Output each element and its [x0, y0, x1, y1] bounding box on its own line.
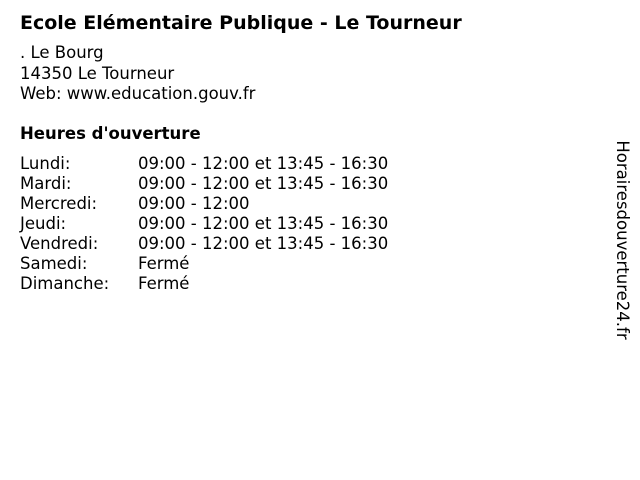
day-label: Mercredi:: [20, 194, 98, 213]
time-value: 09:00 - 12:00: [138, 194, 250, 213]
site-watermark: Horairesdouverture24.fr: [613, 140, 632, 340]
time-value: 09:00 - 12:00 et 13:45 - 16:30: [138, 174, 389, 193]
time-value: 09:00 - 12:00 et 13:45 - 16:30: [138, 214, 389, 233]
address-city: 14350 Le Tourneur: [20, 63, 175, 83]
time-value: Fermé: [138, 274, 190, 293]
day-label: Mardi:: [20, 174, 72, 193]
time-value: 09:00 - 12:00 et 13:45 - 16:30: [138, 154, 389, 173]
day-label: Dimanche:: [20, 274, 110, 293]
hours-heading: Heures d'ouverture: [20, 124, 201, 143]
page-title: Ecole Elémentaire Publique - Le Tourneur: [20, 12, 462, 34]
time-value: 09:00 - 12:00 et 13:45 - 16:30: [138, 234, 389, 253]
time-value: Fermé: [138, 254, 190, 273]
address-web: Web: www.education.gouv.fr: [20, 84, 256, 103]
day-label: Jeudi:: [20, 214, 67, 233]
day-label: Lundi:: [20, 154, 71, 173]
address-block: [20, 43, 255, 105]
address-street: . Le Bourg: [20, 43, 104, 62]
day-label: Samedi:: [20, 254, 88, 273]
day-label: Vendredi:: [20, 234, 99, 253]
